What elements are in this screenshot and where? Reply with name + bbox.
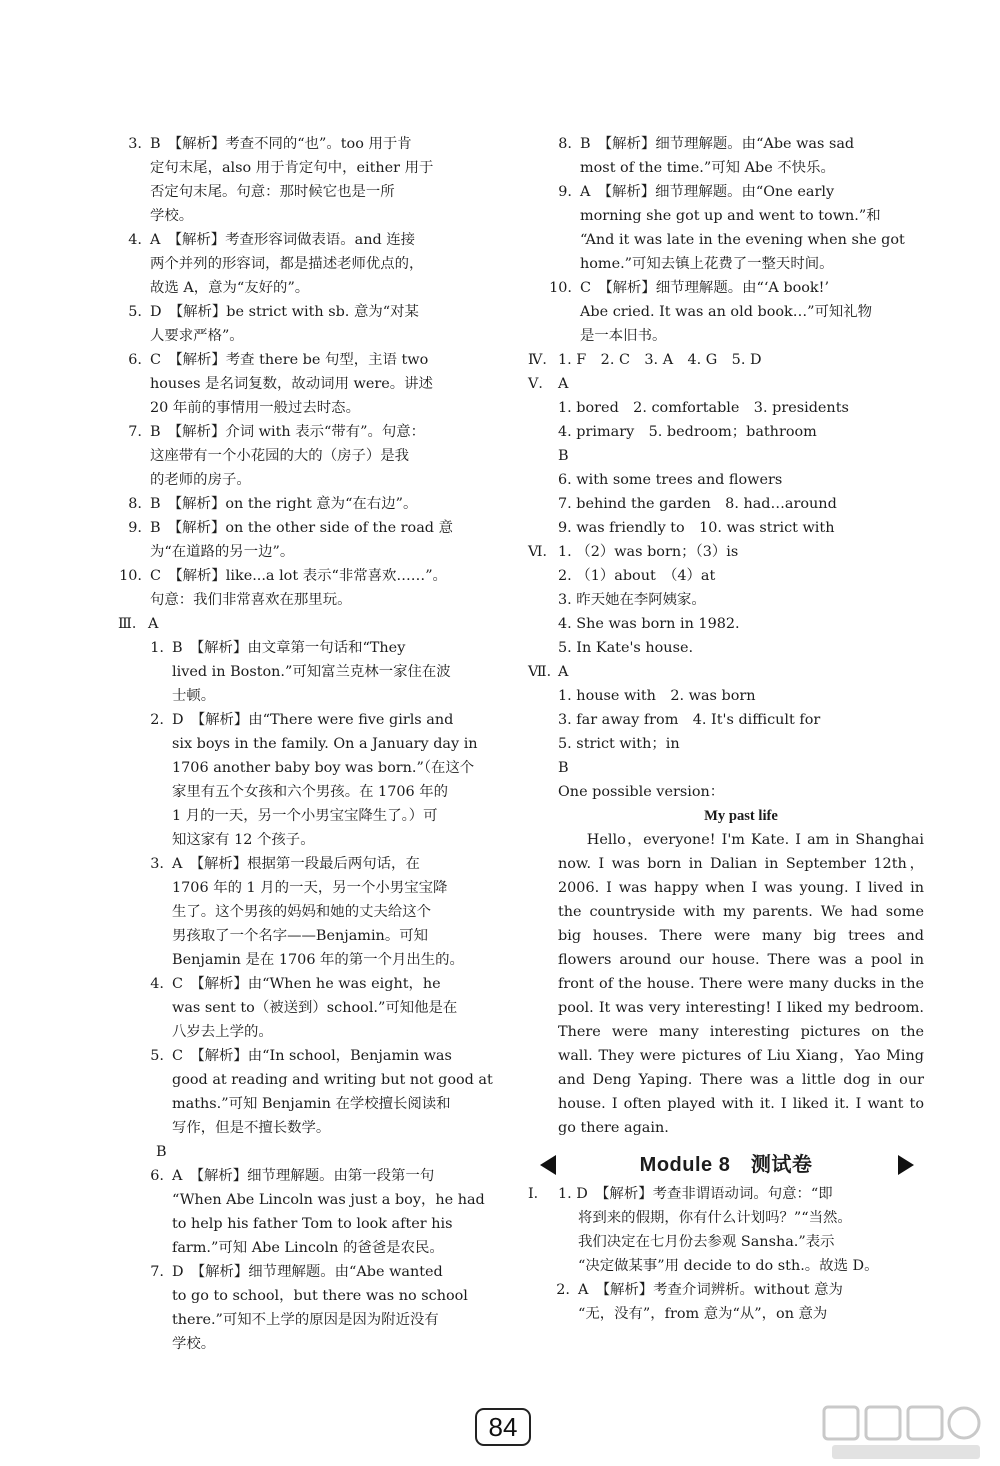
- answer-line: there.”可知不上学的原因是因为附近没有: [172, 1312, 439, 1328]
- question-number: 5.: [150, 1048, 164, 1064]
- answer-item: [118, 348, 510, 420]
- answer-item: [118, 300, 510, 348]
- answer-line: D 【解析】细节理解题。由“Abe wanted: [172, 1264, 443, 1280]
- answer-line: C 【解析】由“When he was eight，he: [172, 976, 441, 992]
- answer-item: [118, 852, 510, 972]
- answer-line: 6. with some trees and flowers: [558, 472, 783, 488]
- answer-line: lived in Boston.”可知富兰克林一家住在波: [172, 664, 451, 680]
- answer-line: 士顿。: [172, 688, 216, 704]
- answer-line: 学校。: [150, 208, 194, 224]
- answer-line: D 【解析】be strict with sb. 意为“对某: [150, 304, 419, 320]
- answer-line: 20 年前的事情用一般过去时态。: [150, 400, 360, 416]
- answer-line: 5. In Kate's house.: [558, 640, 694, 656]
- answer-line: good at reading and writing but not good at: [172, 1072, 493, 1088]
- module-banner: [528, 1150, 924, 1180]
- answer-item: [118, 228, 510, 300]
- answer-line: 4. She was born in 1982.: [558, 616, 740, 632]
- answer-block: [528, 1206, 924, 1278]
- answer-line: 人要求严格”。: [150, 328, 244, 344]
- answer-line: “决定做某事”用 decide to do sth.。故选 D。: [578, 1258, 879, 1274]
- answer-item: [118, 1260, 510, 1356]
- answer-item: [118, 636, 510, 708]
- answer-line: 5. strict with；in: [558, 736, 680, 752]
- answer-item: [528, 276, 924, 348]
- answer-line: 知这家有 12 个孩子。: [172, 832, 315, 848]
- answer-line: 1706 another baby boy was born.”（在这个: [172, 760, 475, 776]
- question-number: 8.: [558, 136, 572, 152]
- answer-line: B 【解析】on the right 意为“在右边”。: [150, 496, 418, 512]
- essay-paragraph: Hello，everyone! I'm Kate. I am in Shanghai now. I was born in Dalian in September 12th，2006. I was happy when I was young. I lived in the countryside with my parents. We had some big houses. There were many big trees and flowers around our house. There was a pool in front of the house. There were many ducks in the pool. It was very interesting! I liked my bedroom. There were many interesting pictures on the wall. They were pictures of Liu Xiang，Yao Ming and Deng Yaping. There was a little dog in our house. I often played with it. I liked it. I want to go there again.: [558, 832, 924, 1136]
- answer-item: [118, 972, 510, 1044]
- answer-line: 学校。: [172, 1336, 216, 1352]
- question-number: 9.: [558, 184, 572, 200]
- answer-line: B 【解析】由文章第一句话和“They: [172, 640, 406, 656]
- section-numeral: Ⅴ．: [528, 376, 553, 392]
- section-header: [528, 540, 924, 564]
- answer-block: [528, 396, 924, 540]
- answer-line: “无，没有”，from 意为“从”，on 意为: [578, 1306, 828, 1322]
- answer-line: 男孩取了一个名字——Benjamin。可知: [172, 928, 428, 944]
- question-number: 4.: [150, 976, 164, 992]
- section-header: [528, 372, 924, 396]
- question-number: 4.: [128, 232, 142, 248]
- answer-line: A 【解析】根据第一段最后两句话，在: [172, 856, 420, 872]
- answer-line: 写作，但是不擅长数学。: [172, 1120, 331, 1136]
- answer-line: A 【解析】考查形容词做表语。and 连接: [150, 232, 416, 248]
- answer-line: 3. far away from 4. It's difficult for: [558, 712, 821, 728]
- section-line: A: [558, 376, 569, 392]
- answer-line: B: [558, 448, 569, 464]
- answer-line: “When Abe Lincoln was just a boy，he had: [172, 1192, 485, 1208]
- answer-line: 故选 A，意为“友好的”。: [150, 280, 310, 296]
- answer-line: 将到来的假期，你有什么计划吗？”“当然。: [578, 1210, 852, 1226]
- section-header: [528, 1182, 924, 1206]
- answer-item: [118, 1044, 510, 1140]
- answer-item: [118, 420, 510, 492]
- answer-line: maths.”可知 Benjamin 在学校擅长阅读和: [172, 1096, 451, 1112]
- answer-line: to help his father Tom to look after his: [172, 1216, 453, 1232]
- section-line: A: [558, 664, 569, 680]
- answer-line: 2. （1）about （4）at: [558, 568, 716, 584]
- answer-line: 为“在道路的另一边”。: [150, 544, 295, 560]
- section-line: A: [148, 616, 159, 632]
- answer-line: Benjamin 是在 1706 年的第一个月出生的。: [172, 952, 464, 968]
- answer-line: farm.”可知 Abe Lincoln 的爸爸是农民。: [172, 1240, 444, 1256]
- answer-line: 否定句末尾。句意：那时候它也是一所: [150, 184, 395, 200]
- section-line: 1. （2）was born；（3）is: [558, 544, 739, 560]
- answer-line: 4. primary 5. bedroom；bathroom: [558, 424, 817, 440]
- section-numeral: Ⅰ．: [528, 1186, 549, 1202]
- answer-line: Abe cried. It was an old book…”可知礼物: [580, 304, 873, 320]
- question-number: 10.: [119, 568, 142, 584]
- answer-line: 八岁去上学的。: [172, 1024, 273, 1040]
- answer-item: [118, 1164, 510, 1260]
- answer-line: 是一本旧书。: [580, 328, 667, 344]
- question-number: 9.: [128, 520, 142, 536]
- section-line: 1. D 【解析】考查非谓语动词。句意：“即: [558, 1186, 833, 1202]
- answer-line: 两个并列的形容词，都是描述老师优点的，: [150, 256, 424, 272]
- watermark-logo: [822, 1405, 987, 1463]
- section-numeral: Ⅵ．: [528, 544, 557, 560]
- answer-line: B: [558, 760, 569, 776]
- page-number: 84: [475, 1408, 531, 1446]
- answer-block: [118, 1140, 510, 1164]
- answer-line: B 【解析】on the other side of the road 意: [150, 520, 453, 536]
- answer-line: most of the time.”可知 Abe 不快乐。: [580, 160, 835, 176]
- right-column: [528, 132, 924, 1326]
- section-line: 1. F 2. C 3. A 4. G 5. D: [558, 352, 762, 368]
- answer-line: C 【解析】考查 there be 句型，主语 two: [150, 352, 429, 368]
- question-number: 6.: [128, 352, 142, 368]
- section-numeral: Ⅲ．: [118, 616, 147, 632]
- module-title: Module 8 测试卷: [639, 1154, 813, 1176]
- section-header: [528, 348, 924, 372]
- answer-line: 生了。这个男孩的妈妈和她的丈夫给这个: [172, 904, 432, 920]
- section-header: [528, 660, 924, 684]
- answer-line: “And it was late in the evening when she got: [580, 232, 905, 248]
- answer-item: [118, 708, 510, 852]
- section-numeral: Ⅶ．: [528, 664, 561, 680]
- answer-line: morning she got up and went to town.”和: [580, 208, 881, 224]
- answer-item: [528, 132, 924, 180]
- answer-line: 1706 年的 1 月的一天，另一个小男宝宝降: [172, 880, 448, 896]
- answer-line: A 【解析】考查介词辨析。without 意为: [578, 1282, 843, 1298]
- answer-line: 9. was friendly to 10. was strict with: [558, 520, 835, 536]
- triangle-right-icon: [898, 1155, 914, 1175]
- question-number: 1.: [150, 640, 164, 656]
- answer-line: home.”可知去镇上花费了一整天时间。: [580, 256, 834, 272]
- answer-block: [528, 684, 924, 804]
- answer-line: 家里有五个女孩和六个男孩。在 1706 年的: [172, 784, 449, 800]
- answer-line: A 【解析】细节理解题。由“One early: [580, 184, 835, 200]
- answer-line: 1. bored 2. comfortable 3. presidents: [558, 400, 849, 416]
- answer-line: One possible version：: [558, 784, 725, 800]
- answer-line: A 【解析】细节理解题。由第一段第一句: [172, 1168, 435, 1184]
- question-number: 10.: [549, 280, 572, 296]
- answer-line: six boys in the family. On a January day in: [172, 736, 478, 752]
- question-number: 3.: [150, 856, 164, 872]
- answer-line: D 【解析】由“There were five girls and: [172, 712, 454, 728]
- answer-line: to go to school，but there was no school: [172, 1288, 468, 1304]
- question-number: 2.: [150, 712, 164, 728]
- answer-item: [118, 516, 510, 564]
- answer-item: [118, 492, 510, 516]
- question-number: 3.: [128, 136, 142, 152]
- question-number: 8.: [128, 496, 142, 512]
- question-number: 5.: [128, 304, 142, 320]
- answer-line: C 【解析】由“In school，Benjamin was: [172, 1048, 452, 1064]
- answer-line: B 【解析】介词 with 表示“带有”。句意：: [150, 424, 426, 440]
- answer-line: 定句末尾，also 用于肯定句中，either 用于: [150, 160, 434, 176]
- triangle-left-icon: [540, 1155, 556, 1175]
- answer-line: 这座带有一个小花园的大的（房子）是我: [150, 448, 410, 464]
- section-header: [118, 612, 510, 636]
- question-number: 7.: [128, 424, 142, 440]
- answer-line: 句意：我们非常喜欢在那里玩。: [150, 592, 352, 608]
- answer-item: [118, 564, 510, 612]
- answer-line: 3. 昨天她在李阿姨家。: [558, 592, 706, 608]
- left-column: [118, 132, 510, 1356]
- answer-block: [528, 564, 924, 660]
- answer-line: 7. behind the garden 8. had…around: [558, 496, 837, 512]
- section-numeral: Ⅳ．: [528, 352, 557, 368]
- answer-line: 1. house with 2. was born: [558, 688, 756, 704]
- answer-line: B: [156, 1144, 167, 1160]
- answer-item: [528, 1278, 924, 1326]
- question-number: 6.: [150, 1168, 164, 1184]
- answer-line: C 【解析】like...a lot 表示“非常喜欢……”。: [150, 568, 447, 584]
- answer-line: 我们决定在七月份去参观 Sansha.”表示: [578, 1234, 835, 1250]
- essay-title: My past life: [704, 808, 778, 824]
- answer-line: houses 是名词复数，故动词用 were。讲述: [150, 376, 433, 392]
- answer-line: 1 月的一天，另一个小男宝宝降生了。）可: [172, 808, 438, 824]
- answer-item: [118, 132, 510, 228]
- answer-item: [528, 180, 924, 276]
- answer-line: B 【解析】考查不同的“也”。too 用于肯: [150, 136, 412, 152]
- question-number: 7.: [150, 1264, 164, 1280]
- question-number: 2.: [556, 1282, 570, 1298]
- answer-line: 的老师的房子。: [150, 472, 251, 488]
- answer-line: B 【解析】细节理解题。由“Abe was sad: [580, 136, 855, 152]
- answer-line: C 【解析】细节理解题。由“‘A book!’: [580, 280, 830, 296]
- answer-line: was sent to（被送到）school.”可知他是在: [172, 1000, 458, 1016]
